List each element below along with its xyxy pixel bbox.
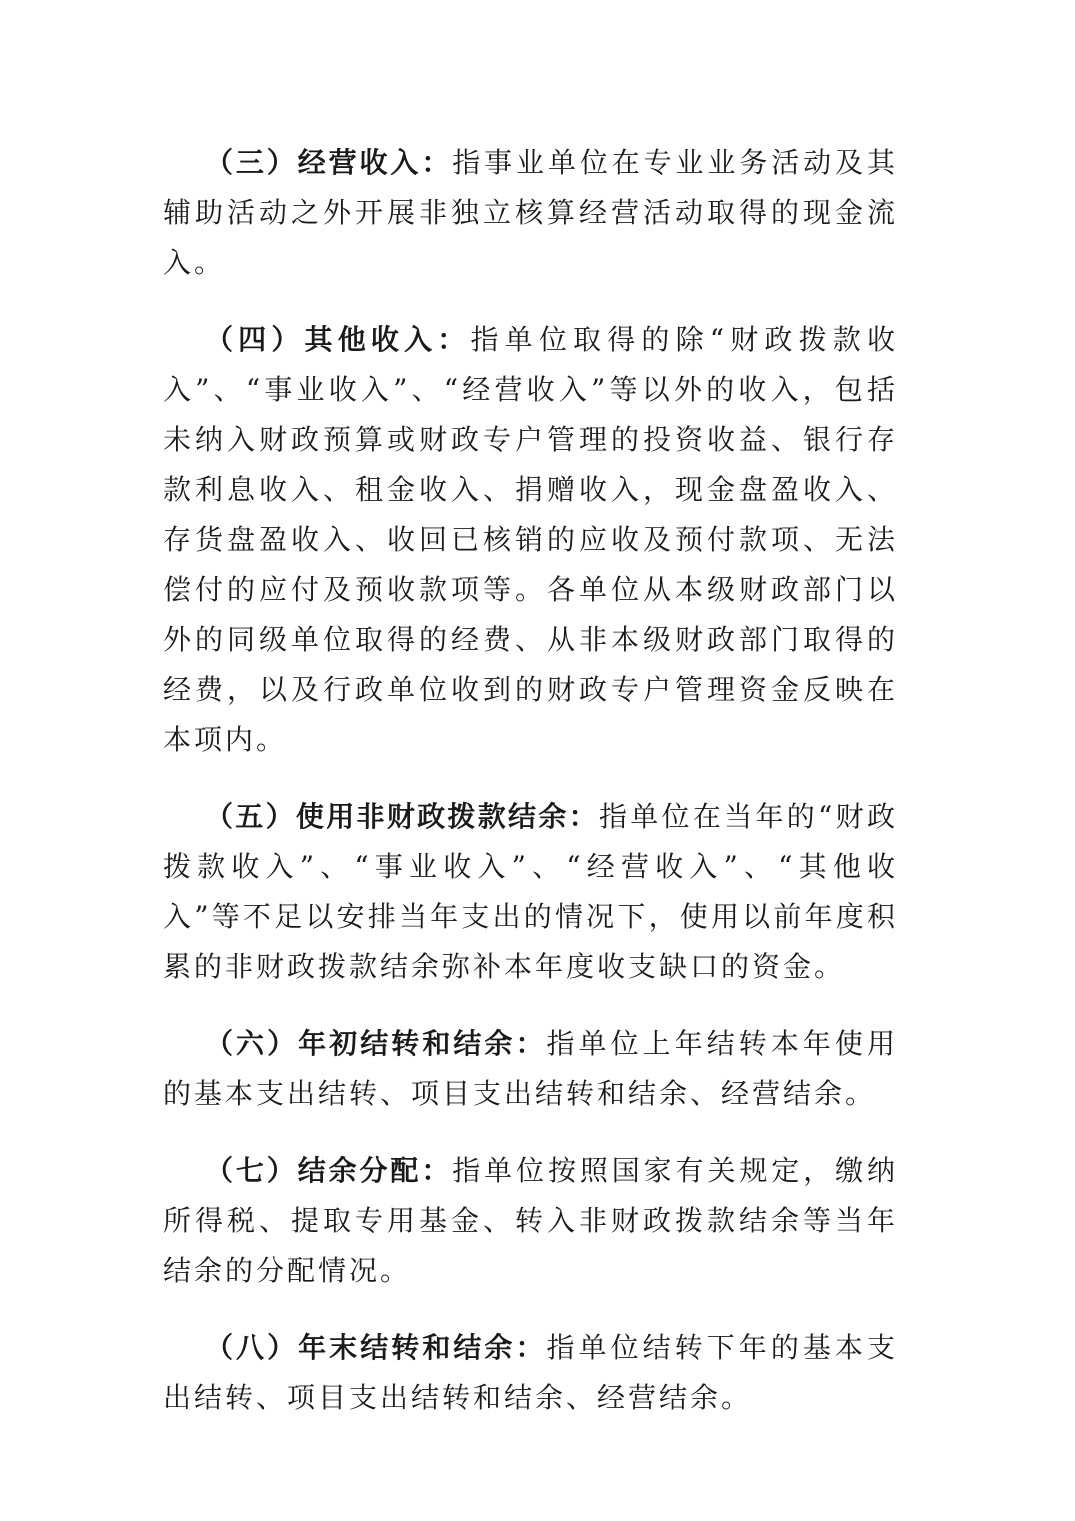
paragraph-heading: （六）年初结转和结余： [205, 1027, 547, 1060]
paragraph-text: 指单位结转下年的基本支出结转、项目支出结转和结余、经营结余。 [163, 1331, 898, 1414]
paragraph-closing-carryover [163, 1323, 898, 1423]
paragraph-text: 指单位按照国家有关规定，缴纳所得税、提取专用基金、转入非财政拨款结余等当年结余的分配情况。 [163, 1154, 898, 1287]
paragraph-heading: （七）结余分配： [205, 1154, 453, 1187]
paragraph-non-fiscal-surplus-use [163, 792, 898, 992]
paragraph-other-income [163, 315, 898, 765]
paragraph-heading: （四）其他收入： [205, 323, 471, 356]
paragraph-text: 指单位在当年的“财政拨款收入”、“事业收入”、“经营收入”、“其他收入”等不足以安排当年支出的情况下，使用以前年度积累的非财政拨款结余弥补本年度收支缺口的资金。 [163, 800, 898, 983]
paragraph-heading: （五）使用非财政拨款结余： [205, 800, 599, 833]
paragraph-opening-carryover [163, 1019, 898, 1119]
document-body [163, 138, 898, 1450]
paragraph-operating-income [163, 138, 898, 288]
paragraph-surplus-distribution [163, 1146, 898, 1296]
paragraph-text: 指单位上年结转本年使用的基本支出结转、项目支出结转和结余、经营结余。 [163, 1027, 898, 1110]
paragraph-heading: （八）年末结转和结余： [205, 1331, 547, 1364]
paragraph-text: 指事业单位在专业业务活动及其辅助活动之外开展非独立核算经营活动取得的现金流入。 [163, 146, 898, 279]
paragraph-text: 指单位取得的除“财政拨款收入”、“事业收入”、“经营收入”等以外的收入，包括未纳入财政预算或财政专户管理的投资收益、银行存款利息收入、租金收入、捐赠收入，现金盘盈收入、存货盘盈收入、收回已核销的应收及预付款项、无法偿付的应付及预收款项等。各单位从本级财政部门以外的同级单位取得的经费、从非本级财政部门取得的经费，以及行政单位收到的财政专户管理资金反映在本项内。 [163, 323, 898, 756]
paragraph-heading: （三）经营收入： [205, 146, 453, 179]
